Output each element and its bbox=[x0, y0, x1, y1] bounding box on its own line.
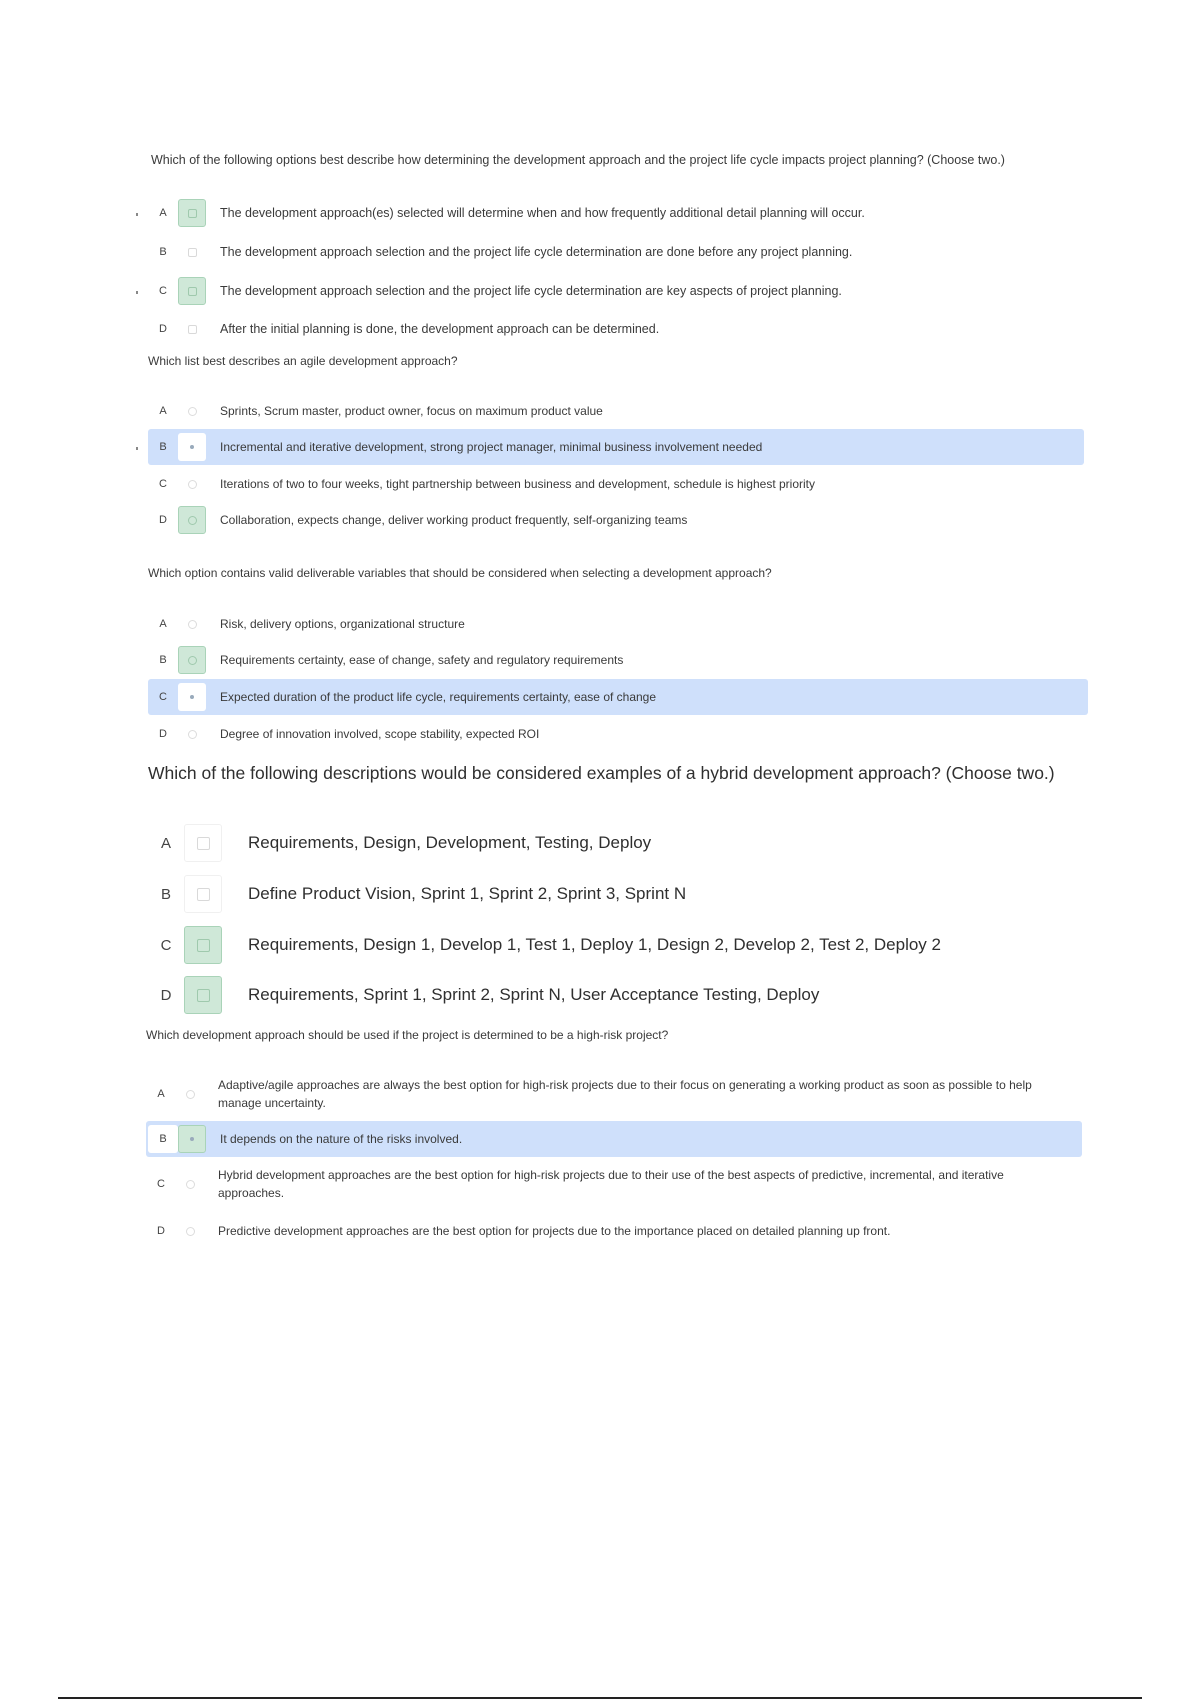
checkbox-icon bbox=[197, 888, 210, 901]
option-text: Requirements, Sprint 1, Sprint 2, Sprint N, User Acceptance Testing, Deploy bbox=[248, 985, 820, 1004]
option-letter: B bbox=[159, 246, 167, 258]
q2-option-b[interactable] bbox=[148, 429, 1084, 465]
checkbox[interactable] bbox=[184, 875, 222, 913]
q4-option-c[interactable] bbox=[148, 925, 230, 965]
option-letter: B bbox=[160, 885, 171, 903]
q5-option-b[interactable] bbox=[146, 1121, 1082, 1157]
option-text: It depends on the nature of the risks involved. bbox=[220, 1132, 463, 1146]
option-text: Expected duration of the product life cycle, requirements certainty, ease of change bbox=[220, 690, 657, 704]
answer-marker bbox=[136, 213, 138, 216]
radio-button[interactable] bbox=[176, 1080, 204, 1108]
option-text: After the initial planning is done, the development approach can be determined. bbox=[220, 322, 660, 336]
option-letter: D bbox=[159, 728, 167, 740]
q1-option-c[interactable] bbox=[148, 276, 1084, 306]
radio-button-selected[interactable] bbox=[178, 433, 206, 461]
checkbox-checked[interactable] bbox=[184, 926, 222, 964]
option-text: Predictive development approaches are the best option for projects due to the importance placed on detailed planning up front. bbox=[218, 1224, 891, 1238]
option-text: Requirements certainty, ease of change, safety and regulatory requirements bbox=[220, 653, 624, 667]
radio-button[interactable] bbox=[178, 397, 206, 425]
question-5-text: Which development approach should be used if the project is determined to be a high-risk project? bbox=[146, 1028, 669, 1042]
q4-option-a[interactable] bbox=[148, 823, 230, 863]
radio-button-correct[interactable] bbox=[178, 1125, 206, 1153]
q3-option-a[interactable] bbox=[148, 610, 1084, 638]
radio-selected-icon bbox=[190, 695, 194, 699]
option-letter: D bbox=[160, 986, 172, 1004]
q4-option-a-label bbox=[248, 823, 1048, 863]
q1-option-a[interactable] bbox=[148, 198, 1084, 228]
option-text: Requirements, Design, Development, Testing, Deploy bbox=[248, 833, 652, 852]
q4-option-d-label bbox=[248, 975, 1068, 1015]
q4-option-c-label bbox=[248, 925, 1068, 965]
radio-icon bbox=[188, 407, 197, 416]
radio-button[interactable] bbox=[176, 1217, 204, 1245]
radio-button[interactable] bbox=[176, 1170, 204, 1198]
answer-marker bbox=[136, 291, 138, 294]
option-letter: D bbox=[159, 323, 167, 335]
radio-icon bbox=[188, 620, 197, 629]
radio-icon bbox=[186, 1180, 195, 1189]
radio-icon bbox=[186, 1090, 195, 1099]
checkbox-icon bbox=[188, 287, 197, 296]
checkbox[interactable] bbox=[184, 824, 222, 862]
option-letter: B bbox=[159, 654, 167, 666]
option-text: Hybrid development approaches are the best option for high-risk projects due to their use of the best aspects of predictive, incremental, and iterative approaches. bbox=[218, 1168, 1004, 1200]
answer-marker bbox=[136, 447, 138, 450]
checkbox-checked[interactable] bbox=[178, 199, 206, 227]
option-letter: C bbox=[159, 285, 167, 297]
option-letter: A bbox=[159, 207, 167, 219]
q5-option-a[interactable] bbox=[146, 1074, 1082, 1114]
q2-option-a[interactable] bbox=[148, 397, 1084, 425]
option-letter: C bbox=[160, 936, 172, 954]
option-text: The development approach selection and the project life cycle determination are key aspects of project planning. bbox=[220, 284, 842, 298]
option-text: The development approach(es) selected will determine when and how frequently additional detail planning will occur. bbox=[220, 206, 865, 220]
q3-option-d[interactable] bbox=[148, 720, 1084, 748]
option-letter: B bbox=[159, 441, 167, 453]
option-text: Degree of innovation involved, scope stability, expected ROI bbox=[220, 727, 540, 741]
checkbox-icon bbox=[197, 989, 210, 1002]
option-letter: A bbox=[157, 1088, 165, 1100]
radio-button-selected[interactable] bbox=[178, 683, 206, 711]
option-text: Collaboration, expects change, deliver working product frequently, self-organizing teams bbox=[220, 513, 688, 527]
option-letter: B bbox=[148, 1125, 178, 1153]
q1-option-d[interactable] bbox=[148, 314, 1084, 344]
checkbox[interactable] bbox=[178, 315, 206, 343]
radio-button[interactable] bbox=[178, 720, 206, 748]
option-text: Iterations of two to four weeks, tight partnership between business and development, schedule is highest priority bbox=[220, 477, 816, 491]
q2-option-c[interactable] bbox=[148, 470, 1084, 498]
option-text: Define Product Vision, Sprint 1, Sprint 2, Sprint 3, Sprint N bbox=[248, 884, 687, 903]
option-letter: C bbox=[159, 691, 167, 703]
option-letter: C bbox=[157, 1178, 165, 1190]
checkbox-icon bbox=[188, 325, 197, 334]
radio-icon bbox=[188, 516, 197, 525]
checkbox-checked[interactable] bbox=[184, 976, 222, 1014]
option-text: The development approach selection and the project life cycle determination are done before any project planning. bbox=[220, 245, 853, 259]
option-text: Risk, delivery options, organizational structure bbox=[220, 617, 465, 631]
q2-option-d[interactable] bbox=[148, 506, 1084, 534]
q3-option-c[interactable] bbox=[148, 679, 1088, 715]
q5-option-d[interactable] bbox=[146, 1216, 1082, 1246]
option-letter: A bbox=[159, 618, 167, 630]
question-4-text: Which of the following descriptions would be considered examples of a hybrid development approach? (Choose two.) bbox=[148, 763, 1055, 783]
option-letter: A bbox=[160, 834, 171, 852]
radio-icon bbox=[188, 656, 197, 665]
radio-button[interactable] bbox=[178, 610, 206, 638]
checkbox[interactable] bbox=[178, 238, 206, 266]
radio-selected-icon bbox=[190, 445, 194, 449]
option-text: Requirements, Design 1, Develop 1, Test 1, Deploy 1, Design 2, Develop 2, Test 2, Deploy 2 bbox=[248, 935, 941, 954]
checkbox-icon bbox=[188, 209, 197, 218]
option-letter: D bbox=[157, 1225, 165, 1237]
q3-option-b[interactable] bbox=[148, 646, 1084, 674]
option-text: Adaptive/agile approaches are always the best option for high-risk projects due to their focus on generating a working product as soon as possible to help manage uncertainty. bbox=[218, 1078, 1032, 1110]
q4-option-b[interactable] bbox=[148, 874, 230, 914]
checkbox-icon bbox=[197, 837, 210, 850]
radio-selected-icon bbox=[190, 1137, 194, 1141]
option-letter: C bbox=[159, 478, 167, 490]
option-letter: D bbox=[159, 514, 167, 526]
checkbox-icon bbox=[197, 939, 210, 952]
question-1-text: Which of the following options best describe how determining the development approach and the project life cycle impacts project planning? (Choose two.) bbox=[151, 153, 1005, 167]
checkbox-checked[interactable] bbox=[178, 277, 206, 305]
radio-button-correct[interactable] bbox=[178, 506, 206, 534]
radio-icon bbox=[188, 480, 197, 489]
radio-icon bbox=[188, 730, 197, 739]
question-3-text: Which option contains valid deliverable variables that should be considered when selecting a development approach? bbox=[148, 566, 772, 580]
radio-icon bbox=[186, 1227, 195, 1236]
option-letter: A bbox=[159, 405, 167, 417]
q4-option-d[interactable] bbox=[148, 975, 230, 1015]
option-text: Sprints, Scrum master, product owner, focus on maximum product value bbox=[220, 404, 603, 418]
checkbox-icon bbox=[188, 248, 197, 257]
option-text: Incremental and iterative development, strong project manager, minimal business involvement needed bbox=[220, 440, 763, 454]
question-2-text: Which list best describes an agile development approach? bbox=[148, 354, 458, 368]
q4-option-b-label bbox=[248, 874, 1048, 914]
radio-button-correct[interactable] bbox=[178, 646, 206, 674]
q5-option-c[interactable] bbox=[146, 1164, 1082, 1204]
q1-option-b[interactable] bbox=[148, 237, 1084, 267]
page-bottom-divider bbox=[58, 1697, 1142, 1699]
radio-button[interactable] bbox=[178, 470, 206, 498]
